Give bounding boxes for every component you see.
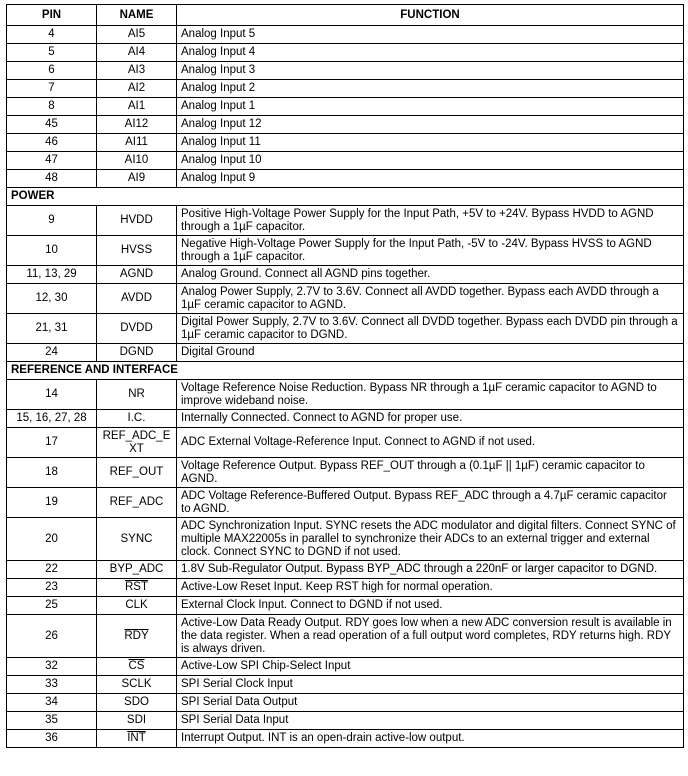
- header-pin: PIN: [7, 5, 97, 26]
- pin-number: 9: [7, 206, 97, 236]
- pin-name: AGND: [97, 266, 177, 284]
- table-row: [7, 44, 684, 62]
- pin-number: 47: [7, 152, 97, 170]
- pin-function-table: [6, 4, 684, 748]
- pin-name: BYP_ADC: [97, 561, 177, 579]
- table-row: [7, 579, 684, 597]
- pin-number: 5: [7, 44, 97, 62]
- section-title: REFERENCE AND INTERFACE: [7, 362, 684, 380]
- table-row: [7, 676, 684, 694]
- table-row: [7, 410, 684, 428]
- table-row: [7, 518, 684, 561]
- section-title: POWER: [7, 188, 684, 206]
- table-row: [7, 458, 684, 488]
- table-row: [7, 134, 684, 152]
- table-row: [7, 344, 684, 362]
- pin-name: SDI: [97, 712, 177, 730]
- table-row: [7, 152, 684, 170]
- pin-name: REF_OUT: [97, 458, 177, 488]
- pin-name: SYNC: [97, 518, 177, 561]
- pin-name: REF_ADC: [97, 488, 177, 518]
- pin-function: SPI Serial Data Output: [177, 694, 684, 712]
- table-row: [7, 206, 684, 236]
- pin-name: AI4: [97, 44, 177, 62]
- pin-function: 1.8V Sub-Regulator Output. Bypass BYP_ADC through a 220nF or larger capacitor to DGND.: [177, 561, 684, 579]
- pin-number: 8: [7, 98, 97, 116]
- pin-function: Analog Input 4: [177, 44, 684, 62]
- pin-number: 45: [7, 116, 97, 134]
- pin-number: 34: [7, 694, 97, 712]
- pin-number: 12, 30: [7, 284, 97, 314]
- pin-function: ADC Synchronization Input. SYNC resets the ADC modulator and digital filters. Connect SYNC of multiple MAX22005s in parallel to synchronize their ADCs to an external trigger and external clock. Connect SYNC to DGND if not used.: [177, 518, 684, 561]
- pin-function: Analog Input 10: [177, 152, 684, 170]
- pin-name: $\overline{CS}$: [128, 660, 145, 672]
- pin-number: 35: [7, 712, 97, 730]
- pin-number: 23: [7, 579, 97, 597]
- table-row: [7, 80, 684, 98]
- pin-function: SPI Serial Data Input: [177, 712, 684, 730]
- table-row: [7, 694, 684, 712]
- pin-function: Analog Input 1: [177, 98, 684, 116]
- table-row: [7, 428, 684, 458]
- table-row: [7, 615, 684, 658]
- header-function: FUNCTION: [177, 5, 684, 26]
- pin-name: AI3: [97, 62, 177, 80]
- pin-number: 7: [7, 80, 97, 98]
- pin-name: AVDD: [97, 284, 177, 314]
- table-row: [7, 712, 684, 730]
- pin-name: $\overline{INT}$: [127, 732, 146, 744]
- section-row-power: [7, 188, 684, 206]
- table-row: [7, 284, 684, 314]
- table-row: [7, 170, 684, 188]
- table-row: [7, 380, 684, 410]
- pin-number: 36: [7, 730, 97, 748]
- pin-name: HVSS: [97, 236, 177, 266]
- pin-function: Positive High-Voltage Power Supply for the Input Path, +5V to +24V. Bypass HVDD to AGND through a 1µF capacitor.: [177, 206, 684, 236]
- pin-name: I.C.: [97, 410, 177, 428]
- pin-number: 26: [7, 615, 97, 658]
- table-row: [7, 26, 684, 44]
- pin-name: HVDD: [97, 206, 177, 236]
- table-row: [7, 561, 684, 579]
- table-row: [7, 658, 684, 676]
- pin-number: 24: [7, 344, 97, 362]
- pin-number: 10: [7, 236, 97, 266]
- pin-number: 48: [7, 170, 97, 188]
- pin-function: Internally Connected. Connect to AGND for proper use.: [177, 410, 684, 428]
- pin-name: CLK: [97, 597, 177, 615]
- pin-function: Voltage Reference Output. Bypass REF_OUT through a (0.1µF || 1µF) ceramic capacitor to AGND.: [177, 458, 684, 488]
- pin-name: NR: [97, 380, 177, 410]
- pin-function: ADC Voltage Reference-Buffered Output. Bypass REF_ADC through a 4.7µF ceramic capacitor to AGND.: [177, 488, 684, 518]
- pin-function: Active-Low Data Ready Output. RDY goes low when a new ADC conversion result is available in the data register. When a read operation of a full output word completes, RDY returns high. RDY is always driven.: [177, 615, 684, 658]
- pin-number: 25: [7, 597, 97, 615]
- pin-function: SPI Serial Clock Input: [177, 676, 684, 694]
- pin-name: REF_ADC_EXT: [97, 428, 177, 458]
- pin-function: Analog Input 3: [177, 62, 684, 80]
- pin-name: DVDD: [97, 314, 177, 344]
- pin-number: 11, 13, 29: [7, 266, 97, 284]
- pin-function: Analog Input 9: [177, 170, 684, 188]
- pin-number: 20: [7, 518, 97, 561]
- pin-name: AI11: [97, 134, 177, 152]
- pin-number: 14: [7, 380, 97, 410]
- table-row: [7, 314, 684, 344]
- pin-function: Analog Ground. Connect all AGND pins together.: [177, 266, 684, 284]
- table-row: [7, 62, 684, 80]
- pin-name: AI1: [97, 98, 177, 116]
- pin-function: Analog Input 2: [177, 80, 684, 98]
- pin-name: AI9: [97, 170, 177, 188]
- pin-function: Active-Low Reset Input. Keep RST high for normal operation.: [177, 579, 684, 597]
- header-name: NAME: [97, 5, 177, 26]
- pin-number: 6: [7, 62, 97, 80]
- table-row: [7, 236, 684, 266]
- pin-function: External Clock Input. Connect to DGND if not used.: [177, 597, 684, 615]
- pin-function: Analog Input 11: [177, 134, 684, 152]
- pin-number: 22: [7, 561, 97, 579]
- pin-function: Digital Ground: [177, 344, 684, 362]
- pin-name: SCLK: [97, 676, 177, 694]
- pin-number: 15, 16, 27, 28: [7, 410, 97, 428]
- pin-number: 19: [7, 488, 97, 518]
- pin-function: Analog Power Supply, 2.7V to 3.6V. Connect all AVDD together. Bypass each AVDD through a 1µF ceramic capacitor to AGND.: [177, 284, 684, 314]
- pin-number: 4: [7, 26, 97, 44]
- section-row-reference-interface: [7, 362, 684, 380]
- pin-function: Analog Input 5: [177, 26, 684, 44]
- pin-number: 33: [7, 676, 97, 694]
- pin-number: 21, 31: [7, 314, 97, 344]
- pin-number: 32: [7, 658, 97, 676]
- pin-name: $\overline{RDY}$: [124, 629, 149, 642]
- header-row: [7, 5, 684, 26]
- pin-name: $\overline{RST}$: [125, 581, 148, 593]
- pin-function: Active-Low SPI Chip-Select Input: [177, 658, 684, 676]
- pin-function: Digital Power Supply, 2.7V to 3.6V. Connect all DVDD together. Bypass each DVDD pin through a 1µF ceramic capacitor to DGND.: [177, 314, 684, 344]
- pin-name: DGND: [97, 344, 177, 362]
- pin-number: 46: [7, 134, 97, 152]
- pin-function: Interrupt Output. INT is an open-drain active-low output.: [177, 730, 684, 748]
- pin-function: Voltage Reference Noise Reduction. Bypass NR through a 1µF ceramic capacitor to AGND to improve wideband noise.: [177, 380, 684, 410]
- pin-function: Negative High-Voltage Power Supply for the Input Path, -5V to -24V. Bypass HVSS to AGND through a 1µF capacitor.: [177, 236, 684, 266]
- pin-number: 17: [7, 428, 97, 458]
- table-row: [7, 730, 684, 748]
- pin-name: AI10: [97, 152, 177, 170]
- pin-name: AI2: [97, 80, 177, 98]
- pin-name: AI12: [97, 116, 177, 134]
- pin-name: AI5: [97, 26, 177, 44]
- table-row: [7, 116, 684, 134]
- table-row: [7, 98, 684, 116]
- table-row: [7, 597, 684, 615]
- table-row: [7, 266, 684, 284]
- pin-function: Analog Input 12: [177, 116, 684, 134]
- pin-function: ADC External Voltage-Reference Input. Connect to AGND if not used.: [177, 428, 684, 458]
- pin-name: SDO: [97, 694, 177, 712]
- table-row: [7, 488, 684, 518]
- pin-number: 18: [7, 458, 97, 488]
